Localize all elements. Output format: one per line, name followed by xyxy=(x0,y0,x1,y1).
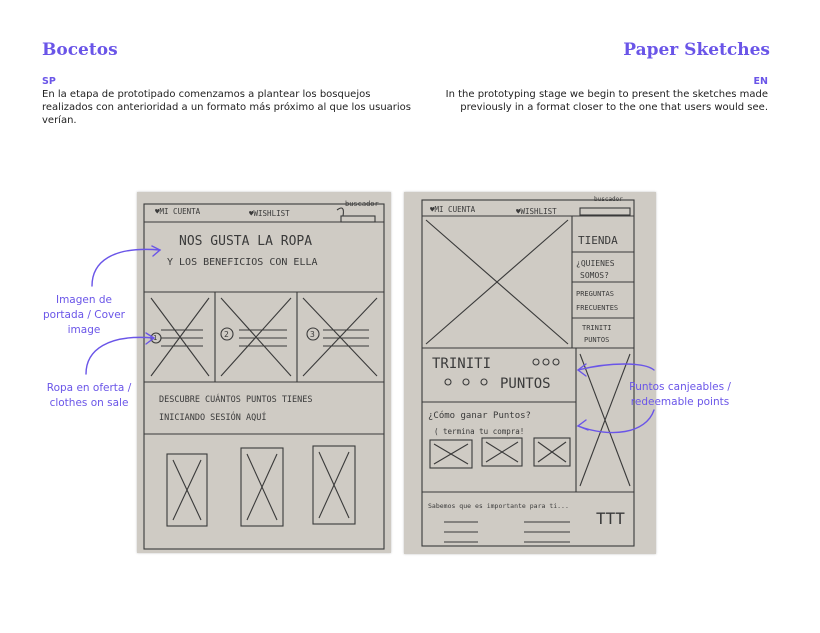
sketch-number-2: 2 xyxy=(224,330,229,339)
sketch2-logo: TTT xyxy=(596,509,625,528)
sketch-points-drawing xyxy=(404,192,656,554)
sketch-points-line2: INICIANDO SESIÓN AQUÍ xyxy=(159,413,267,423)
sketch-frame xyxy=(144,204,384,549)
annotation-cover-image: Imagen de portada / Cover image xyxy=(42,294,126,336)
sketch2-brand-triniti: TRINITI xyxy=(432,356,492,372)
search-box-icon xyxy=(341,216,375,222)
sketch-search-label: buscador xyxy=(345,200,379,208)
sketch-wishlist-label: ♥WISHLIST xyxy=(249,209,290,218)
sketch2-menu-frecuentes: FRECUENTES xyxy=(576,304,619,312)
annotation-clothes-on-sale: Ropa en oferta / clothes on sale xyxy=(46,382,132,409)
sketch2-account-label: ♥MI CUENTA xyxy=(430,205,476,214)
sketch-points-line1: DESCUBRE CUÁNTOS PUNTOS TIENES xyxy=(159,395,313,405)
sketch-photo-points xyxy=(404,192,656,554)
en-paragraph: In the prototyping stage we begin to present the sketches made previously in a format closer to the one that users would see. xyxy=(445,89,768,113)
sketch2-menu-quienes: ¿QUIENES xyxy=(576,259,615,268)
sketch2-brand-puntos: PUNTOS xyxy=(500,376,551,392)
sketch-hero-line1: NOS GUSTA LA ROPA xyxy=(179,234,313,249)
sketch2-menu-preguntas: PREGUNTAS xyxy=(576,290,614,298)
sp-label: SP xyxy=(42,76,56,87)
sketch-account-label: ♥MI CUENTA xyxy=(155,207,201,216)
sketch2-menu-triniti: TRINITI xyxy=(582,324,612,332)
sketch2-earn-line1: ¿Cómo ganar Puntos? xyxy=(428,411,531,421)
sketch-photo-home xyxy=(137,192,391,553)
annotation-redeemable-points: Puntos canjeables / redeemable points xyxy=(629,381,731,408)
search-box-icon xyxy=(580,208,630,215)
sketch-number-1: 1 xyxy=(153,334,158,342)
sketch2-menu-tienda: TIENDA xyxy=(578,234,618,247)
sp-paragraph: En la etapa de prototipado comenzamos a plantear los bosquejos realizados con anterioridad a un formato más próximo al que los usuarios verían. xyxy=(42,89,412,126)
sketch2-earn-line2: ( termina tu compra! xyxy=(434,427,525,436)
sketch2-menu-puntos: PUNTOS xyxy=(584,336,610,344)
en-label: EN xyxy=(753,76,768,87)
page-title-paper-sketches: Paper Sketches xyxy=(623,40,770,60)
sketch2-search-label: buscador xyxy=(594,196,623,203)
sketch2-survey: Sabemos que es importante para ti... xyxy=(428,502,569,510)
sketch2-wishlist-label: ♥WISHLIST xyxy=(516,207,557,216)
page-title-bocetos: Bocetos xyxy=(42,40,118,60)
sketch2-menu-somos: SOMOS? xyxy=(580,271,609,280)
sketch-hero-line2: Y LOS BENEFICIOS CON ELLA xyxy=(167,257,318,268)
sketch-number-3: 3 xyxy=(310,330,315,339)
sketch-home-drawing xyxy=(137,192,391,553)
